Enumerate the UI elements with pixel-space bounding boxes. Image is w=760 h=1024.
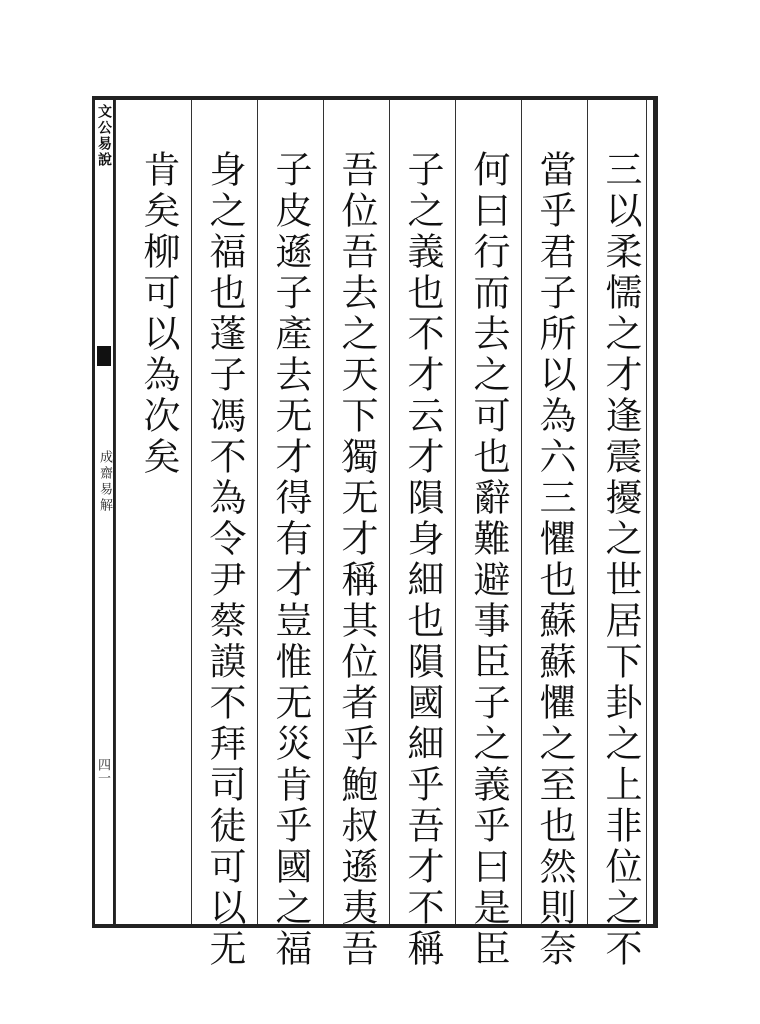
text-column-2 — [521, 100, 587, 970]
text-column-4 — [389, 100, 455, 970]
column-text: 三以柔懦之才逢震擾之世居下卦之上非位之不 — [599, 150, 642, 970]
column-text: 何曰行而去之可也辭難避事臣子之義乎曰是臣 — [467, 150, 510, 970]
column-text: 子之義也不才云才隕身細也隕國細乎吾才不稱 — [401, 150, 444, 970]
text-column-3 — [455, 100, 521, 970]
column-text: 吾位吾去之天下獨无才稱其位者乎鮑叔遜夷吾 — [335, 150, 378, 970]
text-column-7 — [191, 100, 257, 970]
column-text: 當乎君子所以為六三懼也蘇蘇懼之至也然則奈 — [533, 150, 576, 970]
margin-book-title: 文公易說 — [96, 104, 112, 168]
text-column-8 — [115, 100, 191, 924]
column-text: 身之福也蓬子馮不為令尹蔡謨不拜司徒可以无 — [203, 150, 246, 970]
text-column-1 — [587, 100, 653, 970]
text-column-5 — [323, 100, 389, 970]
column-text: 子皮遜子產去无才得有才豈惟无災肯乎國之福 — [269, 150, 312, 970]
book-page — [92, 96, 658, 970]
page-margin-strip — [95, 100, 115, 924]
fishtail-mark — [97, 346, 111, 366]
margin-page-number: 四一 — [95, 758, 110, 784]
text-column-6 — [257, 100, 323, 970]
column-text: 肯矣柳可以為次矣 — [137, 150, 180, 478]
margin-section-title: 成齋易解 — [97, 450, 112, 514]
